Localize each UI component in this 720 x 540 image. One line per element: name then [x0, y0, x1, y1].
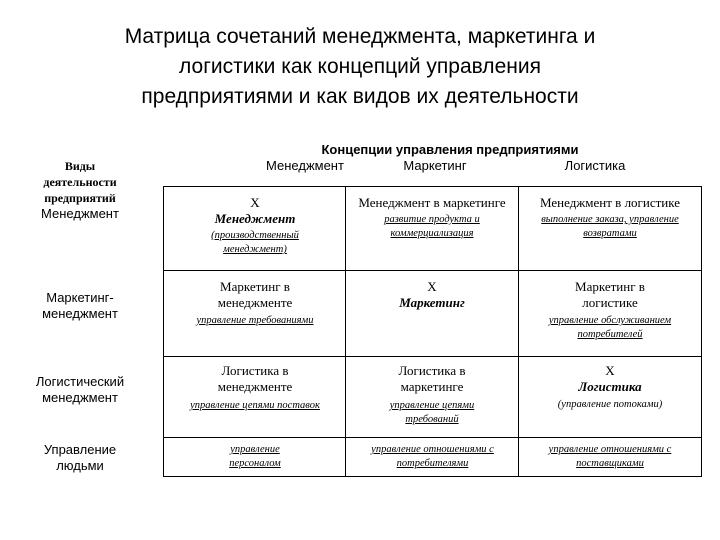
cell-top-text: Менеджмент в маркетинге — [358, 195, 506, 210]
grid-horizontal-3 — [163, 437, 702, 438]
concepts-header: Концепции управления предприятиями — [321, 142, 579, 157]
cell-marketing-management — [200, 279, 310, 311]
cell-people-marketing — [355, 443, 510, 471]
title-line-3: предприятиями и как видов их деятельности — [141, 85, 579, 108]
cell-subtext: управление цепями требований — [389, 400, 475, 425]
cell-marketing-management-sub — [180, 314, 330, 328]
cell-subtext: развитие продукта и коммерциализация — [384, 214, 480, 239]
cell-people-management — [210, 443, 300, 471]
cell-top-text: Маркетинг в логистике — [575, 279, 645, 310]
cell-subtext: управление персоналом — [229, 444, 281, 469]
cell-subtext: (управление потоками) — [557, 399, 663, 410]
cell-marketing-logistics-sub — [528, 314, 692, 342]
cell-subtext: управление обслуживанием потребителей — [548, 315, 672, 340]
cell-logistics-logistics — [521, 363, 699, 412]
title-line-2: логистики как концепций управления — [179, 55, 541, 78]
title-line-1: Матрица сочетаний менеджмента, маркетинга и — [124, 25, 596, 48]
stub-line-1: Виды — [64, 159, 96, 173]
cell-top-text: Логистика в менеджменте — [217, 363, 293, 394]
column-header-logistics: Логистика — [564, 158, 626, 173]
cell-management-marketing — [348, 195, 516, 241]
cell-bold-label: Маркетинг — [399, 295, 465, 310]
grid-vertical-right — [701, 186, 702, 476]
cell-management-management — [180, 195, 330, 257]
cell-subtext: (производственный менеджмент) — [211, 230, 299, 255]
cell-subtext: выполнение заказа, управление возвратами — [541, 214, 679, 239]
row-label-logistics-management: Логистический менеджмент — [35, 374, 125, 405]
cell-logistics-marketing — [380, 363, 484, 395]
row-label-management: Менеджмент — [41, 206, 119, 221]
row-stub-header — [18, 158, 142, 206]
grid-horizontal-top — [163, 186, 702, 187]
cell-mark: X — [250, 195, 260, 210]
cell-subtext: управление отношениями с потребителями — [371, 444, 494, 469]
cell-mark: X — [605, 363, 615, 378]
cell-bold-label: Менеджмент — [214, 211, 296, 226]
grid-vertical-2 — [518, 186, 519, 476]
cell-subtext: управление цепями поставок — [190, 400, 320, 411]
grid-vertical-left — [163, 186, 164, 476]
column-header-management: Менеджмент — [266, 158, 344, 173]
cell-people-logistics — [530, 443, 690, 471]
cell-marketing-logistics — [560, 279, 660, 311]
cell-top-text: Менеджмент в логистике — [539, 195, 681, 210]
page-title — [40, 22, 680, 112]
cell-top-text: Маркетинг в менеджменте — [217, 279, 293, 310]
grid-horizontal-1 — [163, 270, 702, 271]
grid-horizontal-2 — [163, 356, 702, 357]
column-header-marketing: Маркетинг — [403, 158, 467, 173]
stub-line-2: деятельности — [43, 175, 117, 189]
cell-top-text: Логистика в маркетинге — [398, 363, 466, 394]
cell-marketing-marketing — [348, 279, 516, 311]
stub-line-3: предприятий — [44, 191, 116, 205]
cell-subtext: управление отношениями с поставщиками — [548, 444, 672, 469]
cell-subtext: управление требованиями — [196, 315, 314, 326]
cell-bold-label: Логистика — [578, 379, 642, 394]
grid-vertical-1 — [345, 186, 346, 476]
cell-logistics-management-sub — [170, 399, 340, 413]
cell-mark: X — [427, 279, 437, 294]
row-label-people-management: Управление людьми — [43, 442, 117, 473]
cell-logistics-management — [195, 363, 315, 395]
cell-management-logistics — [521, 195, 699, 241]
row-label-marketing-management: Маркетинг-менеджмент — [42, 290, 118, 321]
grid-horizontal-bottom — [163, 476, 702, 477]
cell-logistics-marketing-sub — [365, 399, 499, 427]
